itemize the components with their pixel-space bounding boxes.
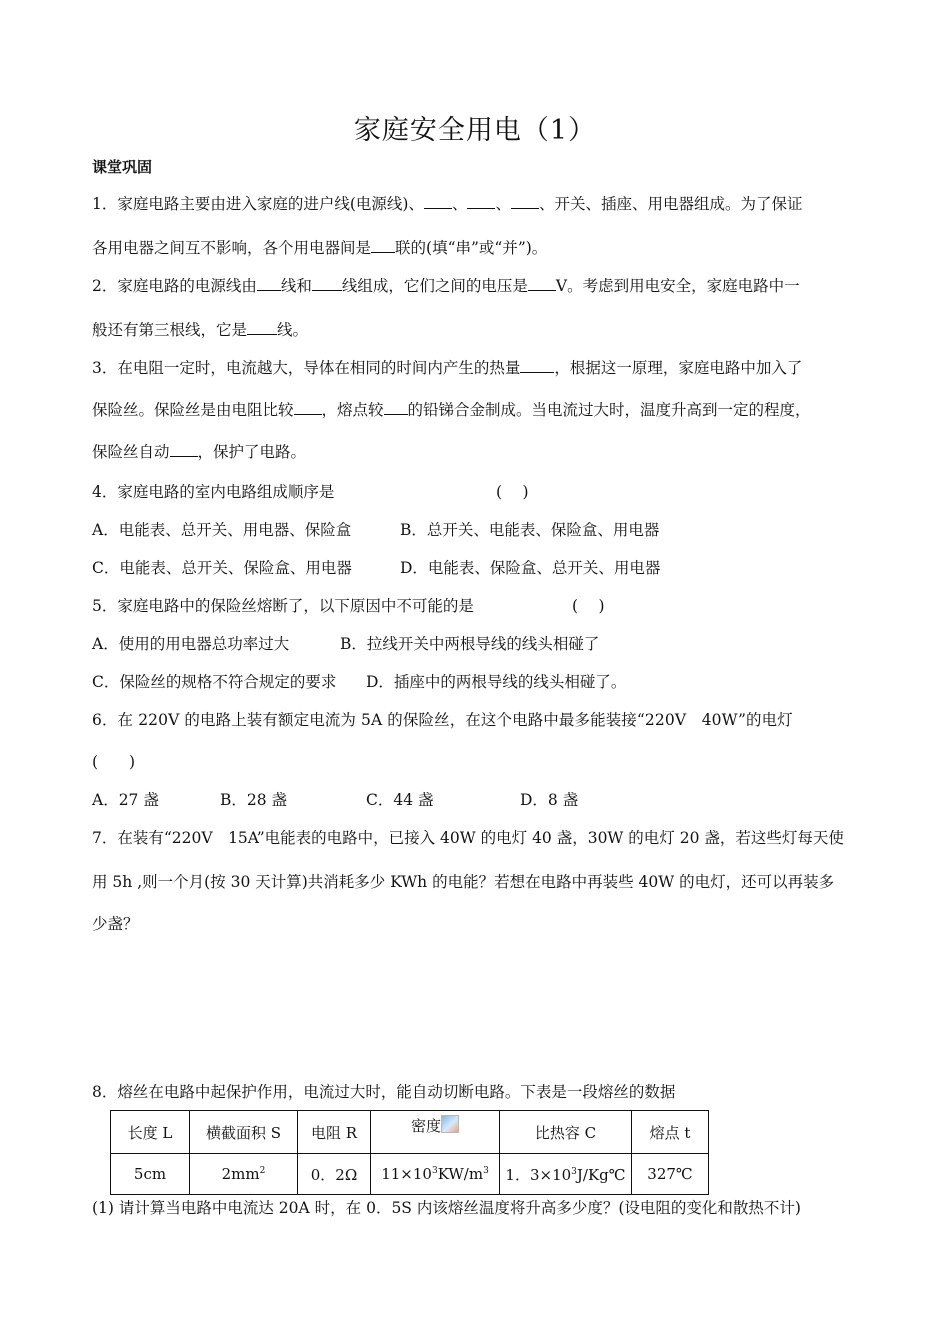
q5-stem: 5．家庭电路中的保险丝熔断了，以下原因中不可能的是 <box>92 597 474 615</box>
header-length: 长度 L <box>111 1111 190 1154</box>
answer-blank[interactable] <box>247 320 277 335</box>
value-melting-point: 327℃ <box>632 1154 709 1195</box>
q1-line-1: 1．家庭电路主要由进入家庭的进户线(电源线)、 、 、 、开关、插座、用电器组成。为了保证 <box>92 195 803 213</box>
q6-stem: 6．在 220V 的电路上装有额定电流为 5A 的保险丝，在这个电路中最多能装接“220V 40W”的电灯 <box>92 711 793 729</box>
q5-answer-paren[interactable]: ( ) <box>572 597 605 615</box>
q6-answer-paren[interactable]: ( ) <box>92 753 136 771</box>
page-title: 家庭安全用电（1） <box>353 115 597 146</box>
q8-stem: 8．熔丝在电路中起保护作用，电流过大时，能自动切断电路。下表是一段熔丝的数据 <box>92 1083 676 1101</box>
table-header-row <box>111 1111 709 1154</box>
q6-option-c: C．44 盏 <box>366 791 434 809</box>
section-heading: 课堂巩固 <box>92 158 153 176</box>
q3-line-2: 保险丝。保险丝是由电阻比较 ，熔点较 的铅锑合金制成。当电流过大时，温度升高到一定的程度， <box>92 401 811 419</box>
q7-line-3: 少盏？ <box>92 915 139 933</box>
q3-line-3: 保险丝自动 ，保护了电路。 <box>92 443 307 461</box>
q4-stem: 4．家庭电路的室内电路组成顺序是 <box>92 483 335 501</box>
q5-option-d: D．插座中的两根导线的线头相碰了。 <box>366 673 627 691</box>
q2-line-1: 2．家庭电路的电源线由 线和 线组成，它们之间的电压是 V。考虑到用电安全，家庭电路中一 <box>92 277 800 295</box>
value-heat-capacity: 1．$3\times 10^3J/Kg℃$ <box>500 1154 632 1195</box>
q1-line-2: 各用电器之间互不影响，各个用电器间是 联的(填“串”或“并”)。 <box>92 239 548 257</box>
value-length: 5cm <box>111 1154 190 1195</box>
q4-option-c: C．电能表、总开关、保险盒、用电器 <box>92 559 352 577</box>
q5-option-c: C．保险丝的规格不符合规定的要求 <box>92 673 337 691</box>
image-placeholder-icon <box>441 1115 459 1133</box>
q4-option-d: D．电能表、保险盒、总开关、用电器 <box>400 559 661 577</box>
header-melting-point: 熔点 t <box>632 1111 709 1154</box>
q6-option-b: B．28 盏 <box>220 791 288 809</box>
q5-option-a: A．使用的用电器总功率过大 <box>92 635 290 653</box>
q2-line-2: 般还有第三根线，它是 线。 <box>92 321 309 339</box>
q6-option-d: D．8 盏 <box>520 791 579 809</box>
table-value-row <box>111 1154 709 1195</box>
header-heat-capacity: 比热容 C <box>500 1111 632 1154</box>
answer-blank[interactable] <box>467 194 495 209</box>
header-resistance: 电阻 R <box>298 1111 371 1154</box>
answer-blank[interactable] <box>371 238 395 253</box>
answer-blank[interactable] <box>257 276 281 291</box>
q6-option-a: A．27 盏 <box>92 791 159 809</box>
q4-answer-paren[interactable]: ( ) <box>496 483 529 501</box>
q4-option-b: B．总开关、电能表、保险盒、用电器 <box>400 521 660 539</box>
value-density: $11\times 10^3KW/m^3$ <box>371 1154 500 1195</box>
value-area: $2mm^2$ <box>190 1154 298 1195</box>
answer-blank[interactable] <box>528 276 556 291</box>
value-resistance: 0．2Ω <box>298 1154 371 1195</box>
q3-line-1: 3．在电阻一定时，电流越大，导体在相同的时间内产生的热量 ，根据这一原理，家庭电路中加入了 <box>92 359 803 377</box>
answer-blank[interactable] <box>384 400 408 415</box>
q7-line-1: 7．在装有“220V 15A”电能表的电路中，已接入 40W 的电灯 40 盏，30W 的电灯 20 盏，若这些灯每天使 <box>92 829 844 847</box>
q5-option-b: B．拉线开关中两根导线的线头相碰了 <box>340 635 600 653</box>
header-area: 横截面积 S <box>190 1111 298 1154</box>
answer-blank[interactable] <box>170 442 198 457</box>
fuse-data-table <box>110 1110 709 1195</box>
answer-blank[interactable] <box>520 358 554 373</box>
q7-line-2: 用 5h ,则一个月(按 30 天计算)共消耗多少 KWh 的电能？若想在电路中再装些 40W 的电灯，还可以再装多 <box>92 873 835 891</box>
q4-option-a: A．电能表、总开关、用电器、保险盒 <box>92 521 352 539</box>
answer-blank[interactable] <box>424 194 452 209</box>
answer-blank[interactable] <box>294 400 322 415</box>
answer-blank[interactable] <box>511 194 539 209</box>
q8-subquestion-1: (1) 请计算当电路中电流达 20A 时，在 0．5S 内该熔丝温度将升高多少度？(设电阻的变化和散热不计) <box>92 1199 801 1217</box>
header-density: 密度 <box>371 1111 500 1154</box>
answer-blank[interactable] <box>312 276 342 291</box>
